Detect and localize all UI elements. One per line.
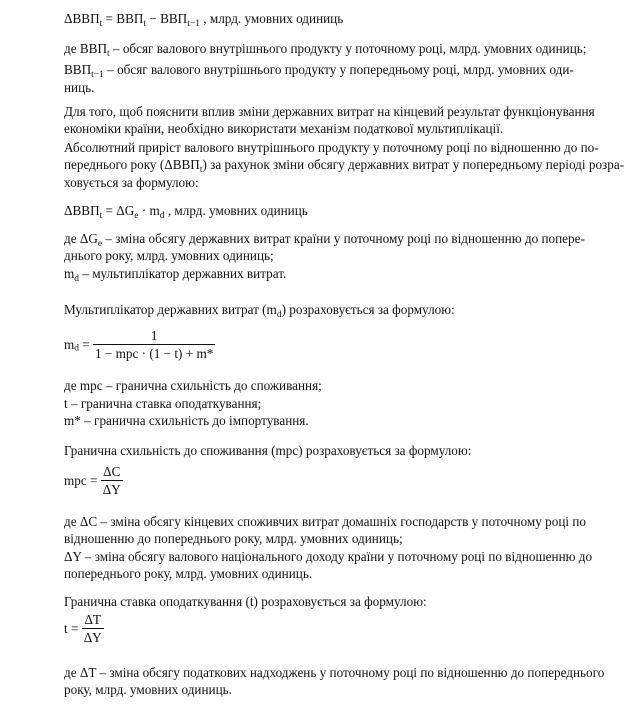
formula-gdp-change: $\Delta ВВП_t = ВВП_t - ВВП_{t-1}$ , млрд. умовних одиниць xyxy=(64,11,344,29)
paragraph-multiplier-intro-2: економіки країни, необхідно використати механізм податкової мультиплікації. xyxy=(64,121,504,136)
definition-consumption-change-cont: відношенню до попереднього року, млрд. умовних одиниць; xyxy=(64,531,403,546)
definition-consumption-change: де ΔC – зміна обсягу кінцевих споживчих витрат домашніх господарств у поточному році по xyxy=(64,514,587,529)
definition-tax-revenue-change-cont: року, млрд. умовних одиниць. xyxy=(64,682,232,697)
definition-gdp-previous-cont: ниць. xyxy=(64,80,95,95)
formula-multiplier: $m_d$ = 1 1 − mpc · (1 − t) + m* xyxy=(64,328,214,361)
definition-income-change-cont: попереднього року, млрд. умовних одиниць. xyxy=(64,566,313,581)
paragraph-multiplier-formula: Мультиплікатор державних витрат $(m_d)$ розраховується за формулою: xyxy=(64,302,455,320)
paragraph-tax-rate-formula: Гранична ставка оподаткування (t) розраховується за формулою: xyxy=(64,594,427,609)
paragraph-multiplier-intro-1: Для того, щоб пояснити вплив зміни державних витрат на кінцевий результат функціонування xyxy=(64,104,595,119)
formula-gdp-via-spending: $\Delta ВВП_t = \Delta G_e \cdot m_d$ , млрд. умовних одиниць xyxy=(64,203,308,221)
definition-gov-spending-change-cont: днього року, млрд. умовних одиниць; xyxy=(64,248,274,263)
definition-gdp-current: де $ВВП_t$ – обсяг валового внутрішнього продукту у поточному році, млрд. умовних одиниць; xyxy=(64,41,587,59)
definition-tax-rate: t – гранична ставка оподаткування; xyxy=(64,396,262,411)
definition-income-change: ΔY – зміна обсягу валового національного доходу країни у поточному році по відношенню до xyxy=(64,549,593,564)
paragraph-abs-growth-3: ховується за формулою: xyxy=(64,175,199,190)
formula-mpc: mpc = $\frac{\Delta C}{\Delta Y}$ xyxy=(64,464,121,497)
paragraph-mpc-formula: Гранична схильність до споживання (mpc) розраховується за формулою: xyxy=(64,443,472,458)
definition-mpc: де mpc – гранична схильність до споживання; xyxy=(64,378,322,393)
tax-rate-fraction: $\frac{\Delta T}{\Delta Y}$ xyxy=(83,612,102,645)
paragraph-abs-growth-2: переднього року $(\Delta ВВП_t)$ за рахунок зміни обсягу державних витрат у попередньому періоді розра- xyxy=(64,157,624,175)
paragraph-abs-growth-1: Абсолютний приріст валового внутрішнього продукту у поточному році по відношенню до по- xyxy=(64,140,599,155)
formula-tax-rate: t = $\frac{\Delta T}{\Delta Y}$ xyxy=(64,612,102,645)
definition-gov-spending-change: де $\Delta G_e$ – зміна обсягу державних витрат країни у поточному році по відношенню до попере- xyxy=(64,231,585,249)
definition-tax-revenue-change: де ΔT – зміна обсягу податкових надходжень у поточному році по відношенню до попереднього xyxy=(64,665,605,680)
definition-gdp-previous: $ВВП_{t-1}$ – обсяг валового внутрішнього продукту у попередньому році, млрд. умовних оди- xyxy=(64,62,574,80)
mpc-fraction: $\frac{\Delta C}{\Delta Y}$ xyxy=(102,464,121,497)
definition-import-propensity: m* – гранична схильність до імпортування. xyxy=(64,413,309,428)
multiplier-fraction: 1 1 − mpc · (1 − t) + m* xyxy=(95,328,214,361)
definition-multiplier: $m_d$ – мультиплікатор державних витрат. xyxy=(64,266,287,284)
